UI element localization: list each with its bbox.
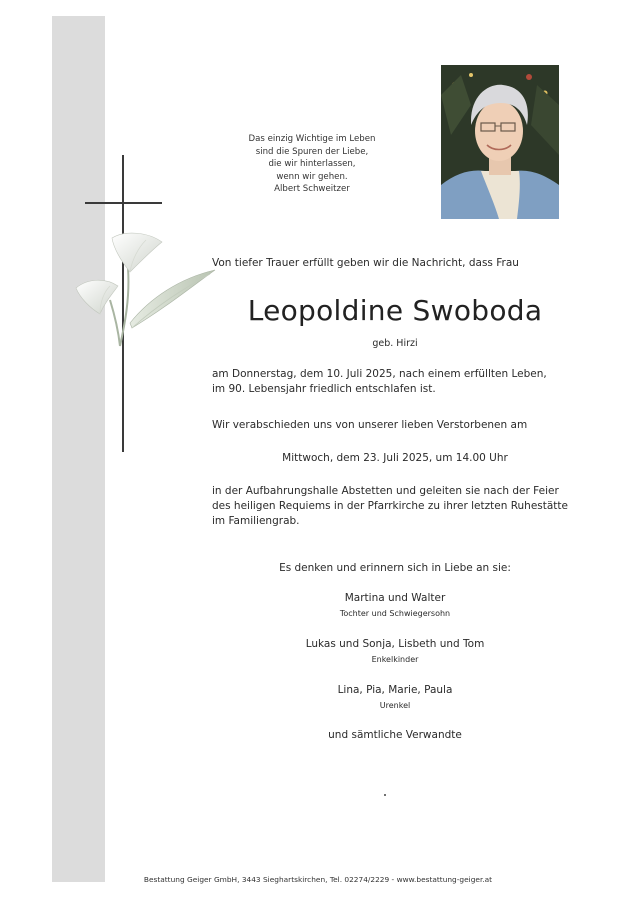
quote-line: wenn wir gehen. <box>276 171 348 182</box>
quote-line: sind die Spuren der Liebe, <box>255 146 369 157</box>
remembrance-line: Es denken und erinnern sich in Liebe an sie: <box>279 562 511 574</box>
side-band <box>52 16 105 882</box>
ceremony-date: Mittwoch, dem 23. Juli 2025, um 14.00 Uhr <box>282 452 508 464</box>
death-notice-line: am Donnerstag, dem 10. Juli 2025, nach einem erfüllten Leben, <box>212 368 547 380</box>
mourner-relation: Urenkel <box>379 701 411 710</box>
relatives-line: und sämtliche Verwandte <box>328 729 462 741</box>
mourner-name: Lukas und Sonja, Lisbeth und Tom <box>305 638 485 650</box>
ceremony-line: im Familiengrab. <box>212 515 300 527</box>
mourner-relation: Tochter und Schwiegersohn <box>339 609 451 618</box>
cross-horizontal-bar <box>85 202 162 204</box>
maiden-name: geb. Hirzi <box>372 338 418 349</box>
decorative-dot <box>384 794 386 796</box>
portrait-photo <box>441 65 559 219</box>
death-notice-line: im 90. Lebensjahr friedlich entschlafen ist. <box>212 383 436 395</box>
mourner-name: Martina und Walter <box>344 592 446 604</box>
deceased-name: Leopoldine Swoboda <box>247 294 543 327</box>
ceremony-line: in der Aufbahrungshalle Abstetten und geleiten sie nach der Feier <box>212 485 559 497</box>
calla-lily-icon <box>70 228 220 348</box>
death-notice <box>212 367 560 397</box>
announcement-intro: Von tiefer Trauer erfüllt geben wir die Nachricht, dass Frau <box>212 257 519 269</box>
mourner-name: Lina, Pia, Marie, Paula <box>337 684 453 696</box>
ceremony-line: des heiligen Requiems in der Pfarrkirche zu ihrer letzten Ruhestätte <box>212 500 569 512</box>
ceremony-details <box>212 484 569 529</box>
quote-block <box>232 133 392 196</box>
mourner-relation: Enkelkinder <box>371 655 419 664</box>
footer-imprint: Bestattung Geiger GmbH, 3443 Sieghartskirchen, Tel. 02274/2229 - www.bestattung-geiger.at <box>143 875 493 884</box>
quote-author: Albert Schweitzer <box>274 184 350 195</box>
farewell-line: Wir verabschieden uns von unserer lieben Verstorbenen am <box>212 419 528 431</box>
quote-line: Das einzig Wichtige im Leben <box>248 134 376 144</box>
farewell-text <box>212 418 560 433</box>
quote-line: die wir hinterlassen, <box>268 159 356 170</box>
